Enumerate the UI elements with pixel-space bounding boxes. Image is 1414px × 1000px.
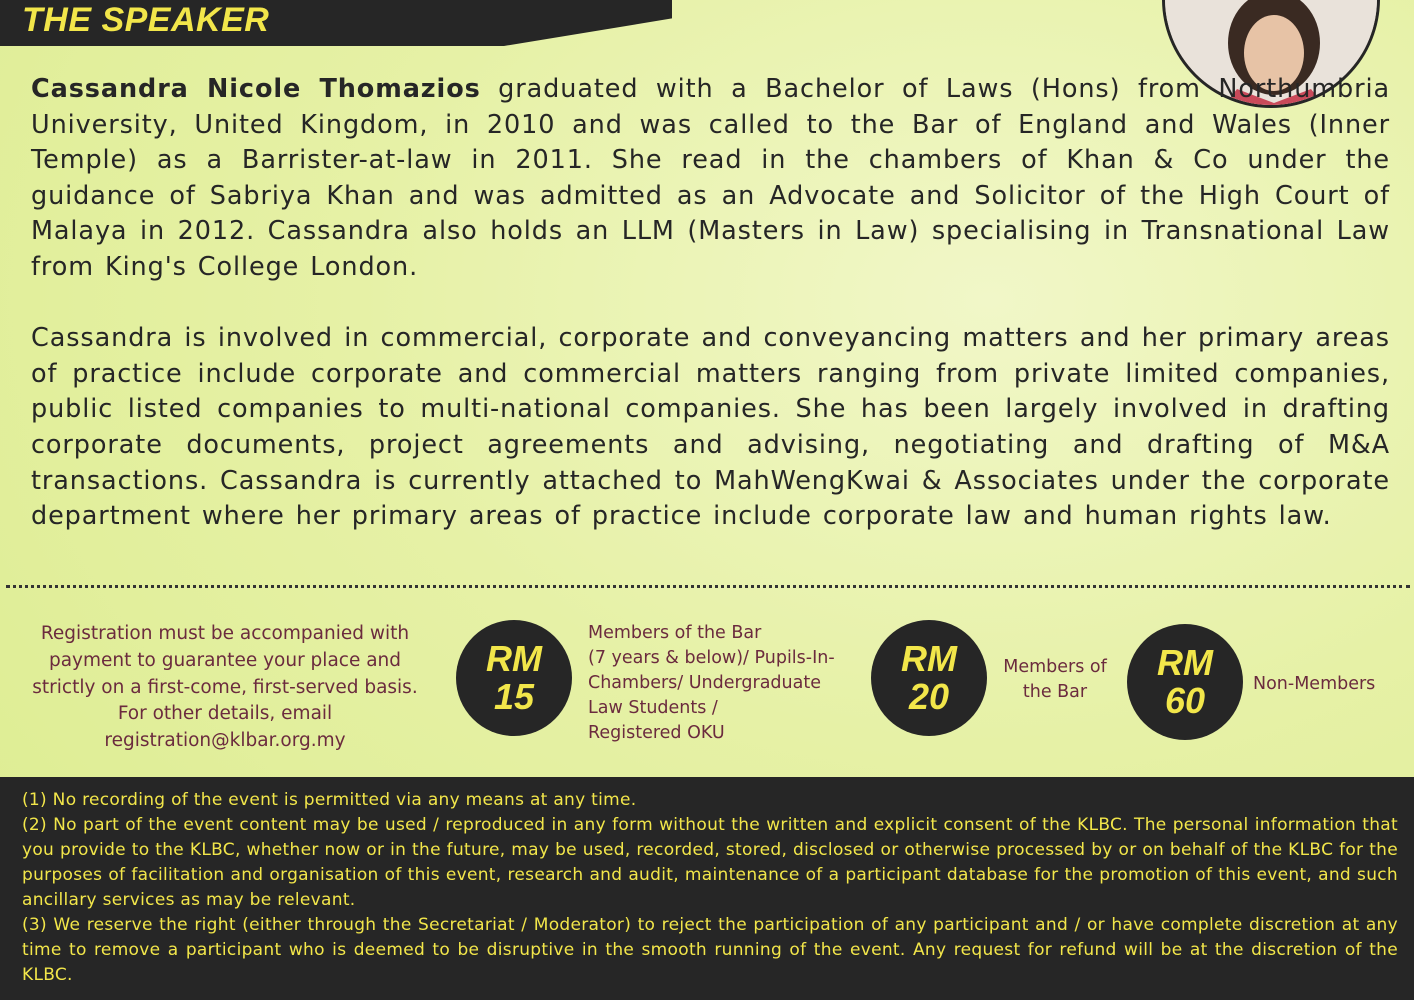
bio-paragraph-2: Cassandra is involved in commercial, corporate and conveyancing matters and her primary areas of practice include corporate and commercial matters ranging from private limited companies, public listed companies to multi-national companies. She has been largely involved in drafting corporate documents, project agreements and advising, negotiating and drafting of M&A transactions. Cassandra is currently attached to MahWengKwai & Associates under the corporate department where her primary areas of practice include corporate law and human rights law. (31, 323, 1390, 532)
speaker-bio (31, 72, 1390, 570)
price-label-line: Chambers/ Undergraduate (588, 673, 821, 693)
price-label-20 (996, 655, 1114, 705)
price-currency: RM (486, 638, 542, 679)
registration-email: registration@klbar.org.my (104, 730, 346, 752)
price-amount: 60 (1164, 680, 1206, 721)
dotted-divider (6, 585, 1410, 588)
price-label-60 (1253, 672, 1375, 697)
price-badge-15 (456, 620, 572, 736)
registration-note-line: payment to guarantee your place and (48, 649, 402, 671)
price-label-line: Registered OKU (588, 723, 725, 743)
registration-note-line: For other details, email (117, 703, 333, 725)
price-badge-20 (871, 620, 987, 736)
registration-note-line: Registration must be accompanied with (40, 623, 410, 644)
term-item: (2) No part of the event content may be used / reproduced in any form without the written and explicit consent of the KLBC. The personal information that you provide to the KLBC, whether now or in the future, may be used, recorded, stored, disclosed or otherwise processed by or on behalf of the KLBC for the purposes of facilitation and organisation of this event, research and audit, maintenance of a participant database for the promotion of this event, and such ancillary services as may be relevant. (22, 815, 1398, 910)
terms-footer (0, 777, 1414, 1000)
speaker-name: Cassandra Nicole Thomazios (31, 74, 481, 104)
price-label-line: (7 years & below)/ Pupils-In- (588, 648, 835, 668)
registration-note-line: strictly on a first-come, first-served basis. (32, 676, 418, 698)
registration-note (6, 621, 444, 755)
price-label-line: Non-Members (1253, 674, 1376, 694)
price-badge-60 (1127, 624, 1243, 740)
term-item: (3) We reserve the right (either through the Secretariat / Moderator) to reject the participation of any participant and / or have complete discretion at any time to remove a participant who is deemed to be disruptive in the smooth running of the event. Any request for refund will be at the discretion of the KLBC. (22, 915, 1398, 985)
price-label-line: Members of the Bar (588, 623, 762, 643)
price-amount: 15 (493, 676, 535, 717)
price-label-line: the Bar (1022, 682, 1088, 702)
price-label-line: Law Students / (588, 698, 718, 718)
term-item: (1) No recording of the event is permitted via any means at any time. (22, 790, 637, 810)
bio-paragraph-1 (31, 72, 1390, 286)
price-currency: RM (1157, 642, 1213, 683)
price-label-line: Members of (1003, 657, 1107, 677)
price-label-15 (588, 621, 835, 746)
section-title: THE SPEAKER (22, 1, 270, 39)
bio-paragraph-1-text: graduated with a Bachelor of Laws (Hons) from Northumbria University, United Kingdom, in 2010 and was called to the Bar of England and Wales (Inner Temple) as a Barrister-at-law in 2011. She read in the chambers of Khan & Co under the guidance of Sabriya Khan and was admitted as an Advocate and Solicitor of the High Court of Malaya in 2012. Cassandra also holds an LLM (Masters in Law) specialising in Transnational Law from King's College London. (31, 74, 1390, 282)
price-amount: 20 (908, 676, 950, 717)
price-currency: RM (901, 638, 957, 679)
